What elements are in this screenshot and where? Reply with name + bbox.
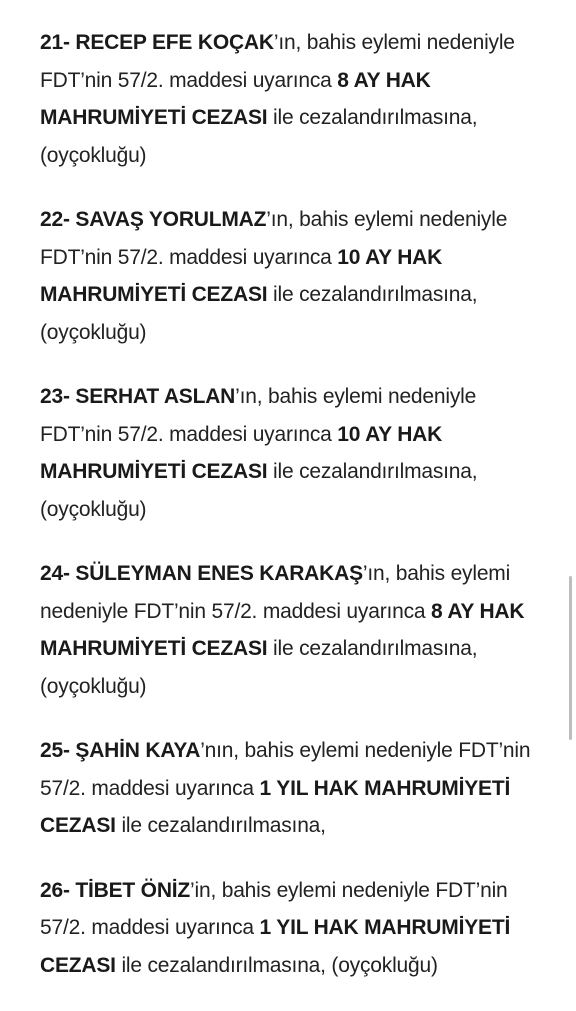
- player-name: 22- SAVAŞ YORULMAZ: [40, 208, 267, 231]
- player-name: 26- TİBET ÖNİZ: [40, 878, 191, 902]
- document-body: [40, 24, 548, 1011]
- ruling-suffix: ile cezalandırılmasına, (oyçokluğu): [40, 460, 478, 521]
- ruling-entry-22: [40, 201, 548, 351]
- player-name: 23- SERHAT ASLAN: [40, 385, 236, 408]
- ruling-text: ’nın, bahis eylemi nedeniyle FDT’nin 57/2. maddesi uyarınca: [40, 739, 531, 800]
- penalty-text: 10 AY HAK MAHRUMİYETİ CEZASI: [40, 245, 443, 306]
- ruling-entry-24: [40, 555, 548, 705]
- ruling-suffix: ile cezalandırılmasına,: [115, 814, 326, 837]
- vertical-scrollbar[interactable]: [569, 576, 572, 740]
- ruling-entry-21: [40, 24, 548, 174]
- penalty-text: 8 AY HAK MAHRUMİYETİ CEZASI: [40, 599, 525, 660]
- ruling-entry-23: [40, 378, 548, 528]
- ruling-text: ’ın, bahis eylemi nedeniyle FDT’nin 57/2. maddesi uyarınca: [40, 31, 515, 92]
- ruling-text: ’in, bahis eylemi nedeniyle FDT’nin 57/2. maddesi uyarınca: [40, 878, 508, 939]
- player-name: 21- RECEP EFE KOÇAK: [40, 31, 274, 54]
- ruling-suffix: ile cezalandırılmasına, (oyçokluğu): [115, 953, 438, 977]
- ruling-entry-25: [40, 732, 548, 845]
- ruling-suffix: ile cezalandırılmasına, (oyçokluğu): [40, 283, 478, 344]
- ruling-text: ’ın, bahis eylemi nedeniyle FDT’nin 57/2. maddesi uyarınca: [40, 562, 511, 623]
- player-name: 24- SÜLEYMAN ENES KARAKAŞ: [40, 562, 363, 585]
- penalty-text: 10 AY HAK MAHRUMİYETİ CEZASI: [40, 422, 443, 483]
- penalty-text: 8 AY HAK MAHRUMİYETİ CEZASI: [40, 68, 431, 129]
- ruling-text: ’ın, bahis eylemi nedeniyle FDT’nin 57/2. maddesi uyarınca: [40, 385, 477, 446]
- player-name: 25- ŞAHİN KAYA: [40, 739, 201, 762]
- penalty-text: 1 YIL HAK MAHRUMİYETİ CEZASI: [40, 916, 511, 977]
- ruling-suffix: ile cezalandırılmasına, (oyçokluğu): [40, 637, 478, 698]
- ruling-entry-26: [40, 872, 548, 985]
- penalty-text: 1 YIL HAK MAHRUMİYETİ CEZASI: [40, 776, 511, 837]
- ruling-text: ’ın, bahis eylemi nedeniyle FDT’nin 57/2. maddesi uyarınca: [40, 208, 508, 269]
- ruling-suffix: ile cezalandırılmasına, (oyçokluğu): [40, 106, 478, 167]
